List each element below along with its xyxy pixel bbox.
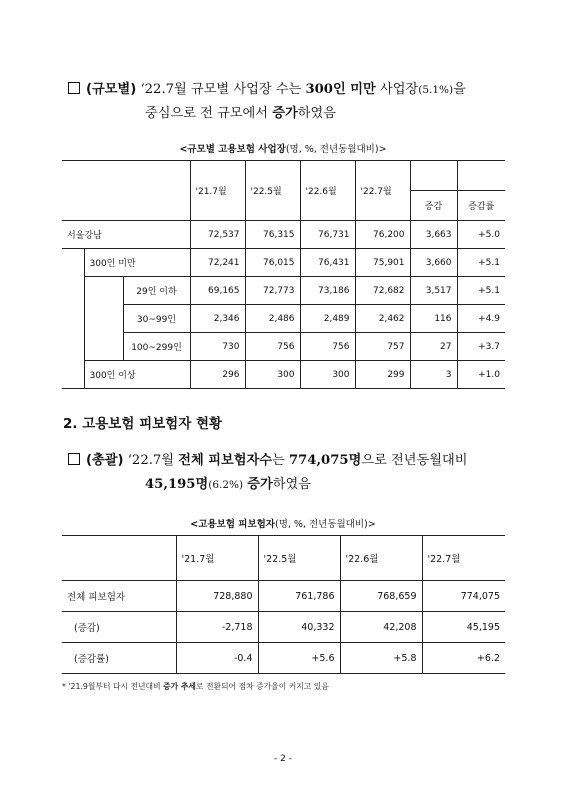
table-row: 서울강남 72,537 76,315 76,731 76,200 3,663 +5.0 xyxy=(62,221,505,249)
table-row: 300인 미만 72,241 76,015 76,431 75,901 3,660 +5.1 xyxy=(62,249,505,277)
table-workplaces-by-size xyxy=(62,160,505,389)
table-row: 100~299인 730 756 756 757 27 +3.7 xyxy=(62,333,505,361)
section-heading: 2. 고용보험 피보험자 현황 xyxy=(63,416,223,432)
header-cell: '22.7월 xyxy=(427,554,461,565)
table-insured-persons xyxy=(62,535,505,674)
checkbox-bullet-icon xyxy=(68,453,80,465)
table-row: 300인 이상 296 300 300 299 3 +1.0 xyxy=(62,361,505,389)
paragraph-size-summary: (규모별) ‘22.7월 규모별 사업장 수는 300인 미만 사업장(5.1%)을 중심으로 전 규모에서 증가하였음 xyxy=(68,78,528,126)
table2-caption: <고용보험 피보험자(명, %, 전년동월대비)> xyxy=(190,519,376,530)
paragraph-insured-summary: (총괄) ‘22.7월 전체 피보험자수는 774,075명으로 전년동월대비 45,195명(6.2%) 증가하였음 xyxy=(68,449,528,497)
page-number: - 2 - xyxy=(274,754,292,764)
bullet-heading: (총괄) xyxy=(86,453,124,468)
table-row: 30~99인 2,346 2,486 2,489 2,462 116 +4.9 xyxy=(62,305,505,333)
header-cell: 증감률 xyxy=(457,191,505,221)
header-cell: '21.7월 xyxy=(176,536,258,581)
table-row: 29인 이하 69,165 72,773 73,186 72,682 3,517 +5.1 xyxy=(62,277,505,305)
header-cell: '22.5월 xyxy=(258,536,340,581)
header-cell: '22.7월 xyxy=(355,161,410,221)
footnote: * '21.9월부터 다시 전년대비 증가 추세로 전환되어 점차 증가율이 커지고 있음 xyxy=(62,682,329,691)
bullet-heading: (규모별) xyxy=(86,82,137,97)
header-cell: '21.7월 xyxy=(190,161,245,221)
header-cell: '22.6월 xyxy=(340,536,422,581)
checkbox-bullet-icon xyxy=(68,82,80,94)
header-cell: 증감 xyxy=(410,191,457,221)
table1-caption: <규모별 고용보험 사업장(명, %, 전년동월대비)> xyxy=(179,144,387,155)
header-cell: '22.6월 xyxy=(300,161,355,221)
header-cell: '22.5월 xyxy=(245,161,300,221)
table-row: (증감) -2,718 40,332 42,208 45,195 xyxy=(62,612,505,643)
table-row: 전체 피보험자 728,880 761,786 768,659 774,075 xyxy=(62,581,505,612)
table-row: (증감률) -0.4 +5.6 +5.8 +6.2 xyxy=(62,643,505,674)
